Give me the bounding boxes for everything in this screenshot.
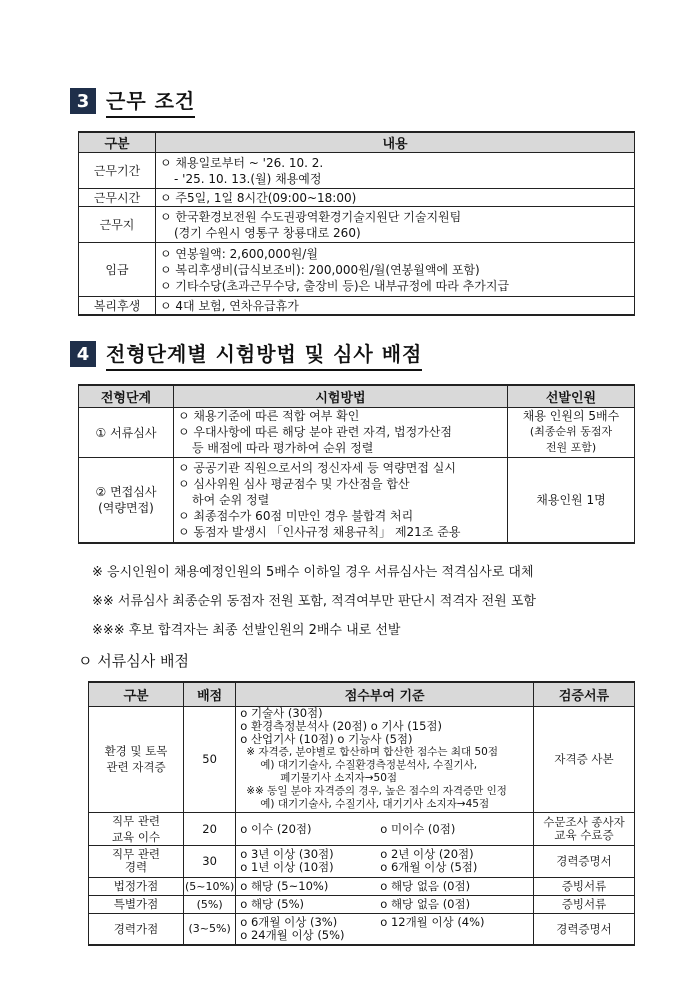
category-label: 교육 이수 (111, 829, 161, 844)
selection-stage-table (78, 384, 635, 544)
criteria-option: o 해당 (5~10%) (240, 879, 329, 893)
category-label: 경력가점 (89, 913, 184, 945)
table-row (79, 457, 635, 543)
col-header: 내용 (156, 132, 635, 153)
content-line: - '25. 10. 13.(월) 채용예정 (174, 171, 322, 186)
score-value: (3~5%) (184, 913, 236, 945)
verification-doc: 경력증명서 (534, 913, 635, 945)
score-value: 30 (184, 845, 236, 877)
stage-label: (역량면접) (98, 500, 154, 515)
row-label: 근무지 (79, 207, 156, 243)
content-line: ㅇ 채용기준에 따른 적합 여부 확인 (178, 409, 360, 423)
note-line: ※※ 서류심사 최종순위 동점자 전원 포함, 적격여부만 판단시 적격자 전원 포함 (92, 594, 536, 609)
criteria-option: o 2년 이상 (20점) (380, 847, 474, 861)
criteria-line: o 환경측정분석사 (20점) o 기사 (15점) (240, 719, 443, 733)
col-header: 배점 (184, 682, 236, 706)
verification-doc: 자격증 사본 (534, 706, 635, 812)
content-line: ㅇ 최종점수가 60점 미만인 경우 불합격 처리 (178, 508, 414, 523)
row-label: 복리후생 (79, 297, 156, 316)
category-label: 직무 관련 (111, 847, 161, 861)
table-row (89, 706, 635, 812)
row-label: 근무시간 (79, 189, 156, 207)
selection-note: 전원 포함) (545, 441, 597, 454)
content-line: ㅇ 채용일로부터 ~ '26. 10. 2. (160, 155, 324, 170)
criteria-option: o 6개월 이상 (5점) (380, 860, 478, 874)
col-header: 전형단계 (79, 385, 174, 407)
criteria-note: ※ 자격증, 분야별로 합산하며 합산한 점수는 최대 50점 (246, 746, 498, 758)
col-header: 점수부여 기준 (236, 682, 534, 706)
table-row (79, 297, 635, 316)
content-line: ㅇ 연봉월액: 2,600,000원/월 (160, 246, 318, 261)
document-screening-score-table (88, 681, 635, 946)
note-line: ※ 응시인원이 채용예정인원의 5배수 이하일 경우 서류심사는 적격심사로 대체 (92, 565, 534, 580)
table-row (89, 877, 635, 895)
table-row (79, 189, 635, 207)
category-label: 관련 자격증 (106, 760, 166, 774)
col-header: 구분 (89, 682, 184, 706)
verification-doc: 경력증명서 (534, 845, 635, 877)
criteria-option: o 해당 없음 (0점) (380, 897, 471, 911)
criteria-option: o 미이수 (0점) (380, 821, 456, 836)
score-value: (5~10%) (184, 877, 236, 895)
section-title: 근무 조건 (106, 85, 195, 118)
table-row (79, 207, 635, 243)
verification-doc: 수문조사 종사자 (543, 814, 625, 829)
criteria-option: o 24개월 이상 (5%) (240, 927, 345, 942)
table-row (79, 153, 635, 189)
table-row (79, 407, 635, 457)
content-line: ㅇ 심사위원 심사 평균점수 및 가산점을 합산 (178, 476, 410, 491)
category-label: 경력 (124, 860, 148, 874)
section-4-heading (70, 339, 422, 369)
verification-doc: 증빙서류 (534, 895, 635, 913)
content-line: ㅇ 한국환경보전원 수도권광역환경기술지원단 기술지원팀 (160, 209, 462, 224)
criteria-note: 예) 대기기술사, 수질환경측정분석사, 수질기사, (260, 759, 478, 771)
criteria-line: o 산업기사 (10점) o 기능사 (5점) (240, 732, 413, 746)
selection-count: 채용인원 1명 (508, 457, 635, 543)
criteria-option: o 해당 없음 (0점) (380, 879, 471, 893)
table-row (89, 812, 635, 845)
category-label: 법정가점 (89, 877, 184, 895)
score-value: 50 (184, 706, 236, 812)
content-line: ㅇ 공공기관 직원으로서의 정신자세 등 역량면접 실시 (178, 460, 456, 475)
score-value: 20 (184, 812, 236, 845)
table-row (89, 913, 635, 945)
col-header: 구분 (79, 132, 156, 153)
stage-label: ② 면접심사 (95, 484, 157, 499)
category-label: 직무 관련 (111, 813, 161, 828)
criteria-option: o 1년 이상 (10점) (240, 860, 334, 874)
sub-heading: ㅇ 서류심사 배점 (78, 652, 189, 670)
col-header: 선발인원 (508, 385, 635, 407)
section-number: 4 (70, 341, 96, 367)
content-line: ㅇ 주5일, 1일 8시간(09:00~18:00) (160, 190, 357, 205)
section-title: 전형단계별 시험방법 및 심사 배점 (106, 338, 422, 371)
col-header: 검증서류 (534, 682, 635, 706)
note-line: ※※※ 후보 합격자는 최종 선발인원의 2배수 내로 선발 (92, 623, 401, 638)
selection-count: 채용 인원의 5배수 (522, 409, 620, 423)
content-line: ㅇ 4대 보험, 연차유급휴가 (160, 298, 299, 313)
score-value: (5%) (184, 895, 236, 913)
table-row (89, 845, 635, 877)
table-row (79, 243, 635, 297)
content-line: ㅇ 동점자 발생시 「인사규정 채용규칙」 제21조 준용 (178, 524, 461, 539)
content-line: 하여 순위 정렬 (192, 492, 270, 507)
verification-doc: 교육 수료증 (554, 827, 614, 842)
content-line: ㅇ 우대사항에 따른 해당 분야 관련 자격, 법정가산점 (178, 425, 452, 439)
selection-note: (최종순위 동점자 (529, 425, 613, 438)
content-line: ㅇ 복리후생비(급식보조비): 200,000원/월(연봉월액에 포함) (160, 262, 480, 277)
category-label: 환경 및 토목 (104, 744, 168, 758)
criteria-option: o 12개월 이상 (4%) (380, 914, 485, 929)
content-line: ㅇ 기타수당(초과근무수당, 출장비 등)은 내부규정에 따라 추가지급 (160, 278, 510, 293)
content-line: (경기 수원시 영통구 창룡대로 260) (174, 225, 361, 240)
verification-doc: 증빙서류 (534, 877, 635, 895)
row-label: 근무기간 (79, 153, 156, 189)
work-conditions-table (78, 131, 635, 316)
content-line: 등 배점에 따라 평가하여 순위 정렬 (192, 441, 374, 455)
col-header: 시험방법 (174, 385, 508, 407)
criteria-option: o 해당 (5%) (240, 897, 305, 911)
criteria-line: o 기술사 (30점) (240, 706, 323, 720)
criteria-note: 폐기물기사 소지자→50점 (280, 772, 398, 784)
stage-label: ① 서류심사 (79, 407, 174, 457)
category-label: 특별가점 (89, 895, 184, 913)
criteria-note: ※※ 동일 분야 자격증의 경우, 높은 점수의 자격증만 인정 (246, 785, 507, 797)
criteria-option: o 이수 (20점) (240, 821, 312, 836)
section-3-heading (70, 86, 195, 116)
criteria-note: 예) 대기기술사, 수질기사, 대기기사 소지자→45점 (260, 798, 490, 810)
criteria-option: o 3년 이상 (30점) (240, 847, 334, 861)
table-row (89, 895, 635, 913)
row-label: 임금 (79, 243, 156, 297)
criteria-option: o 6개월 이상 (3%) (240, 914, 338, 929)
section-number: 3 (70, 88, 96, 114)
